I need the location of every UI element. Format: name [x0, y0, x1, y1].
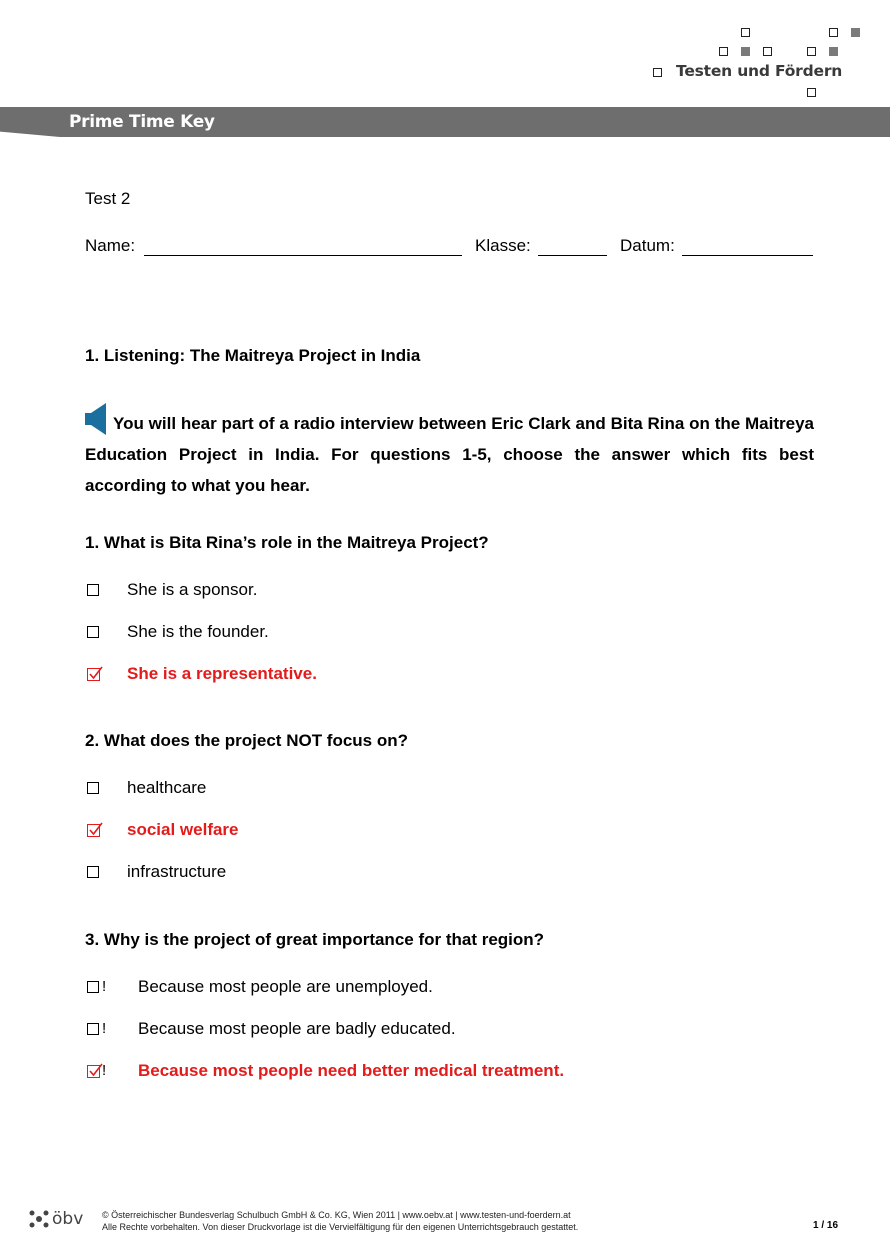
- section-intro: [85, 403, 814, 501]
- logo-square: [807, 47, 816, 56]
- logo-square: [829, 47, 838, 56]
- option-text: Because most people are unemployed.: [138, 977, 433, 996]
- footer-line-1: © Österreichischer Bundesverlag Schulbuch GmbH & Co. KG, Wien 2011 | www.oebv.at | www.testen-und-foerdern.at: [102, 1210, 571, 1220]
- checked-checkbox[interactable]: [87, 1065, 100, 1078]
- option-text: Because most people are badly educated.: [138, 1019, 456, 1038]
- logo-square: [741, 28, 750, 37]
- option-text-correct: Because most people need better medical treatment.: [138, 1061, 565, 1080]
- intro-text: You will hear part of a radio interview between Eric Clark and Bita Rina on the Maitreya Education Project in India. For questions 1-5, choose the answer which fits best according to what you hear.: [85, 414, 814, 495]
- name-label: Name:: [85, 236, 136, 255]
- question-1: 1. What is Bita Rina’s role in the Maitreya Project?: [85, 533, 489, 552]
- logo-square: [763, 47, 772, 56]
- footer-text: [102, 1209, 578, 1233]
- checkmark-icon: [88, 666, 104, 682]
- option-text: She is a sponsor.: [127, 580, 258, 599]
- marker: !: [102, 1020, 107, 1037]
- logo-square: [851, 28, 860, 37]
- checked-checkbox[interactable]: [87, 668, 100, 681]
- footer-line-2: Alle Rechte vorbehalten. Von dieser Druckvorlage ist die Vervielfältigung für den eigenen Unterrichtsgebrauch gestattet.: [102, 1222, 579, 1232]
- checkbox[interactable]: [87, 866, 99, 878]
- checkbox[interactable]: [87, 782, 99, 794]
- class-label: Klasse:: [475, 236, 531, 255]
- publisher-name: öbv: [52, 1209, 84, 1229]
- option-text: healthcare: [127, 778, 207, 797]
- option-text-correct: social welfare: [127, 820, 239, 839]
- question-3: 3. Why is the project of great importance for that region?: [85, 930, 545, 949]
- logo-square: [741, 47, 750, 56]
- band-title: Prime Time Key: [69, 112, 215, 132]
- speaker-icon: [85, 403, 107, 435]
- option-text: She is the founder.: [127, 622, 269, 641]
- test-label: Test 2: [85, 189, 131, 208]
- checkbox[interactable]: [87, 981, 99, 993]
- checkbox[interactable]: [87, 1023, 99, 1035]
- marker: !: [102, 1062, 107, 1079]
- name-field[interactable]: [144, 255, 462, 256]
- page-number: 1 / 16: [813, 1220, 839, 1231]
- checkmark-icon: [88, 822, 104, 838]
- date-label: Datum:: [620, 236, 675, 255]
- date-field[interactable]: [682, 255, 813, 256]
- question-2: 2. What does the project NOT focus on?: [85, 731, 409, 750]
- option-text: infrastructure: [127, 862, 227, 881]
- option-text-correct: She is a representative.: [127, 664, 317, 683]
- logo-square: [807, 88, 816, 97]
- section-title: 1. Listening: The Maitreya Project in India: [85, 346, 421, 365]
- checkbox[interactable]: [87, 584, 99, 596]
- publisher-icon: [29, 1210, 49, 1228]
- checkbox[interactable]: [87, 626, 99, 638]
- class-field[interactable]: [538, 255, 607, 256]
- checked-checkbox[interactable]: [87, 824, 100, 837]
- logo-text: Testen und Fördern: [676, 62, 843, 80]
- logo-square: [829, 28, 838, 37]
- logo-square: [653, 68, 662, 77]
- logo-square: [719, 47, 728, 56]
- marker: !: [102, 978, 107, 995]
